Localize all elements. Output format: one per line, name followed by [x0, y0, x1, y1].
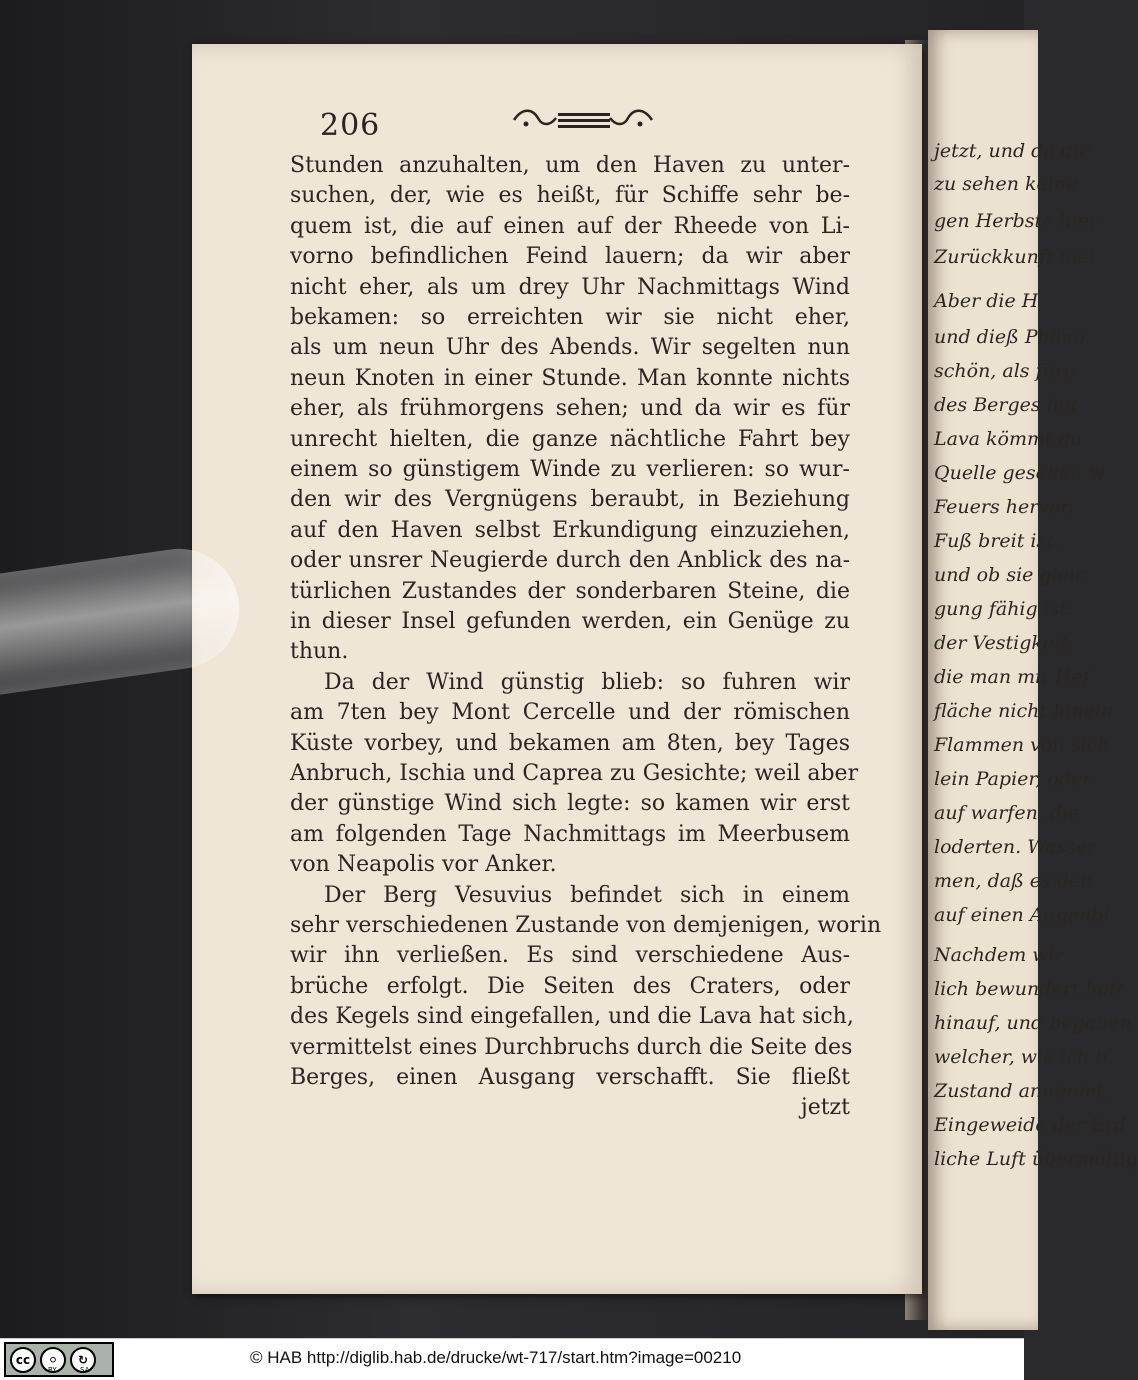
text-line: des Kegels sind eingefallen, und die Lava hat sich,: [290, 1004, 854, 1030]
next-page-line: loderten. Wasser: [934, 836, 1097, 858]
next-page-line: Feuers hervor,: [934, 496, 1074, 518]
next-page-line: schön, als fürc: [934, 360, 1075, 382]
text-line: vorno befindlichen Feind lauern; da wir aber: [290, 244, 850, 270]
cc-icon: cc: [10, 1347, 36, 1373]
text-line: quem ist, die auf einen auf der Rheede von Li-: [290, 213, 850, 239]
text-line: eher, als frühmorgens sehen; und da wir es für: [290, 396, 850, 422]
next-page-line: und dieß Phäno: [934, 326, 1085, 348]
text-line: am 7ten bey Mont Cercelle und der römischen: [290, 700, 850, 726]
catchword: jetzt: [800, 1095, 850, 1121]
text-line: Der Berg Vesuvius befindet sich in einem: [324, 882, 850, 908]
book-page-right: [928, 30, 1138, 1330]
text-line: wir ihn verließen. Es sind verschiedene Aus-: [290, 943, 850, 969]
text-line: nicht eher, als um drey Uhr Nachmittags Wind: [290, 274, 850, 300]
next-page-line: Flammen von sich: [934, 734, 1110, 756]
next-page-line: lich bewundert hatt: [934, 978, 1125, 1000]
next-page-line: Zurückkunft mei: [934, 246, 1095, 268]
next-page-line: liche Luft übermältig: [934, 1148, 1138, 1170]
next-page-line: die man mit Hef: [934, 666, 1090, 688]
text-line: einem so günstigem Winde zu verlieren: so wur-: [290, 457, 850, 482]
text-line: den wir des Vergnügens beraubt, in Beziehung: [290, 487, 850, 513]
text-line: am folgenden Tage Nachmittags im Meerbusem: [290, 821, 850, 847]
next-page-line: welcher, wie ich b: [934, 1046, 1108, 1068]
next-page-line: Zustand annimmt,: [934, 1080, 1111, 1102]
text-line: thun.: [290, 639, 349, 665]
text-line: in dieser Insel gefunden werden, ein Genüge zu: [290, 609, 850, 634]
next-page-line: Quelle gesehen w: [934, 462, 1105, 484]
text-line: unrecht hielten, die ganze nächtliche Fahrt bey: [290, 426, 850, 452]
text-line: Stunden anzuhalten, um den Haven zu unter-: [290, 153, 850, 178]
next-page-line: zu sehen keine: [934, 173, 1078, 195]
sa-icon: ↻: [70, 1347, 96, 1373]
by-label: BY: [48, 1366, 57, 1374]
credit-link[interactable]: © HAB http://diglib.hab.de/drucke/wt-717/start.htm?image=00210: [250, 1348, 742, 1367]
text-line: brüche erfolgt. Die Seiten des Craters, oder: [290, 973, 850, 999]
sa-label: SA: [80, 1366, 90, 1374]
footer-bar: [0, 1338, 1024, 1380]
next-page-line: Lava kömmt au: [934, 428, 1083, 450]
next-page-line: Fuß breit ist.: [934, 530, 1060, 552]
next-page-line: des Berges hat: [934, 394, 1078, 416]
next-page-line: Nachdem wir: [934, 944, 1064, 966]
text-line: von Neapolis vor Anker.: [290, 852, 557, 878]
next-page-line: men, daß es den: [934, 870, 1093, 892]
next-page-line: jetzt, und da die: [934, 140, 1091, 162]
next-page-line: lein Papier, oder: [934, 768, 1092, 790]
text-line: neun Knoten in einer Stunde. Man konnte nichts: [290, 365, 850, 391]
text-line: Anbruch, Ischia und Caprea zu Gesichte; weil aber: [290, 761, 859, 786]
next-page-line: und ob sie gleic: [934, 564, 1086, 586]
next-page-line: Aber die H: [934, 290, 1039, 312]
text-line: Berges, einen Ausgang verschafft. Sie fließt: [290, 1065, 850, 1090]
text-line: suchen, der, wie es heißt, für Schiffe sehr be-: [290, 183, 850, 209]
next-page-line: hinauf, und begaben: [934, 1012, 1132, 1034]
text-line: Da der Wind günstig blieb: so fuhren wir: [324, 669, 850, 695]
ornament-icon: [510, 104, 656, 136]
by-icon: ⚪: [40, 1347, 66, 1373]
next-page-line: fläche nicht hinein: [934, 700, 1114, 722]
text-line: als um neun Uhr des Abends. Wir segelten nun: [290, 335, 850, 361]
page-number: 206: [320, 108, 381, 143]
text-line: türlichen Zustandes der sonderbaren Steine, die: [290, 578, 850, 604]
next-page-line: auf einen Augenbl: [934, 904, 1110, 926]
license-badge[interactable]: [4, 1342, 114, 1377]
text-line: Küste vorbey, und bekamen am 8ten, bey Tages: [290, 730, 850, 756]
next-page-line: auf warfen, die: [934, 802, 1080, 824]
text-line: bekamen: so erreichten wir sie nicht eher,: [290, 305, 850, 330]
next-page-line: gen Herbste hier: [934, 210, 1099, 232]
text-line: auf den Haven selbst Erkundigung einzuziehen,: [290, 517, 850, 543]
text-line: der günstige Wind sich legte: so kamen wir erst: [290, 791, 850, 817]
text-line: vermittelst eines Durchbruchs durch die Seite des: [290, 1034, 853, 1060]
next-page-line: gung fähig ist:: [934, 598, 1074, 620]
text-line: sehr verschiedenen Zustande von demjenigen, worin: [290, 913, 882, 938]
next-page-line: der Vestigkeit,: [934, 632, 1074, 654]
text-line: oder unsrer Neugierde durch den Anblick des na-: [290, 548, 850, 574]
next-page-line: Eingeweide der Erd: [934, 1114, 1127, 1136]
